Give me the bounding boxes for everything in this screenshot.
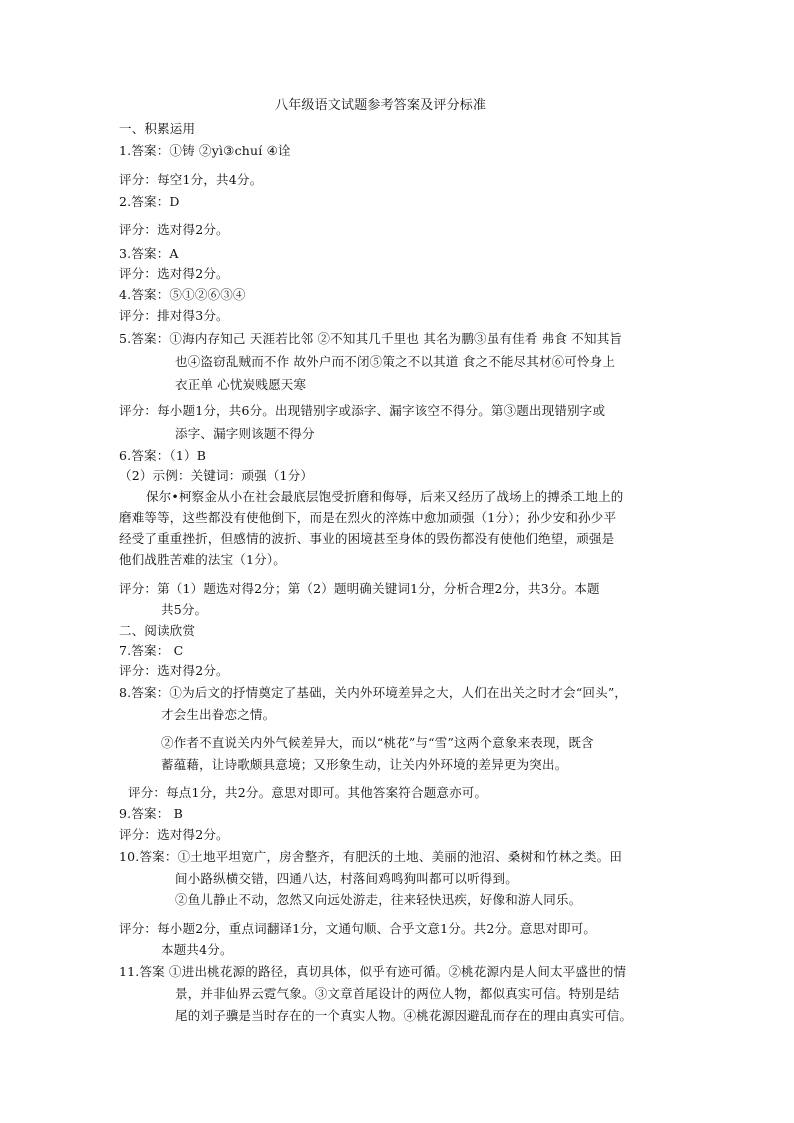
q10-answer-line-1: 10.答案：①土地平坦宽广，房舍整齐，有肥沃的土地、美丽的池沼、桑树和竹林之类。田	[119, 849, 623, 864]
q5-score-line-2: 添字、漏字则该题不得分	[175, 426, 315, 441]
q2-answer: 2.答案：D	[119, 194, 180, 209]
q8-answer-line-2: 才会生出眷恋之情。	[161, 707, 276, 722]
q11-answer-line-3: 尾的刘子骥是当时存在的一个真实人物。④桃花源因避乱而存在的理由真实可信。	[175, 1008, 633, 1023]
q9-score: 评分：选对得2分。	[119, 827, 229, 842]
q7-answer: 7.答案： C	[119, 643, 184, 658]
q5-answer-line-3: 衣正单 心忧炭贱愿天寒	[175, 377, 307, 392]
q6-para-line-1: 保尔•柯察金从小在社会最底层饱受折磨和侮辱，后来又经历了战场上的搏杀工地上的	[146, 489, 624, 504]
q4-score: 评分：排对得3分。	[119, 308, 229, 323]
q8-answer-line-4: 蓄蕴藉，让诗歌颇具意境；又形象生动，让关内外环境的差异更为突出。	[161, 757, 568, 772]
q6-answer: 6.答案：（1）B	[119, 448, 207, 463]
section-heading-1: 一、积累运用	[119, 121, 196, 136]
q5-answer-line-2: 也④盗窃乱贼而不作 故外户而不闭⑤策之不以其道 食之不能尽其材⑥可怜身上	[175, 354, 616, 369]
section-heading-2: 二、阅读欣赏	[119, 623, 196, 638]
q11-answer-line-1: 11.答案 ①进出桃花源的路径，真切具体，似乎有迹可循。②桃花源内是人间太平盛世的情	[119, 964, 627, 979]
page-title: 八年级语文试题参考答案及评分标准	[275, 98, 487, 113]
q6-para-line-4: 他们战胜苦难的法宝（1分）。	[119, 552, 287, 567]
q6-para-line-3: 经受了重重挫折，但感情的波折、事业的困境甚至身体的毁伤都没有使他们绝望，顽强是	[119, 531, 615, 546]
q8-score: 评分：每点1分，共2分。意思对即可。其他答案符合题意亦可。	[128, 785, 488, 800]
q8-answer-line-3: ②作者不直说关内外气候差异大，而以“桃花”与“雪”这两个意象来表现，既含	[161, 735, 594, 750]
q10-score-line-1: 评分：每小题2分，重点词翻译1分，文通句顺、合乎文意1分。共2分。意思对即可。	[119, 921, 597, 936]
q3-answer: 3.答案：A	[119, 246, 179, 261]
q10-score-line-2: 本题共4分。	[161, 942, 233, 957]
q9-answer: 9.答案： B	[119, 806, 183, 821]
q10-answer-line-2: 间小路纵横交错，四通八达，村落间鸡鸣狗叫都可以听得到。	[175, 871, 518, 886]
q6-para-line-2: 磨难等等，这些都没有使他倒下，而是在烈火的淬炼中愈加顽强（1分）；孙少安和孙少平	[119, 510, 617, 525]
q6-sub2: （2）示例：关键词：顽强（1分）	[119, 468, 314, 483]
q10-answer-line-3: ②鱼儿静止不动，忽然又向远处游走，往来轻快迅疾，好像和游人同乐。	[175, 892, 582, 907]
q5-score-line-1: 评分：每小题1分，共6分。出现错别字或添字、漏字该空不得分。第③题出现错别字或	[119, 403, 606, 418]
q8-answer-line-1: 8.答案：①为后文的抒情奠定了基础，关内外环境差异之大，人们在出关之时才会“回头”，	[119, 685, 628, 700]
q5-answer-line-1: 5.答案：①海内存知己 天涯若比邻 ②不知其几千里也 其名为鹏③虽有佳肴 弗食 不知其旨	[119, 331, 623, 346]
q2-score: 评分：选对得2分。	[119, 222, 229, 237]
q6-score-line-1: 评分：第（1）题选对得2分；第（2）题明确关键词1分，分析合理2分，共3分。本题	[119, 581, 600, 596]
q4-answer: 4.答案：⑤①②⑥③④	[119, 287, 246, 302]
q1-answer: 1.答案：①铸 ②yì③chuí ④诠	[119, 143, 291, 158]
q11-answer-line-2: 景，并非仙界云霓气象。③文章首尾设计的两位人物，都似真实可信。特别是结	[175, 986, 620, 1001]
q7-score: 评分：选对得2分。	[119, 663, 229, 678]
q1-score: 评分：每空1分，共4分。	[119, 172, 263, 187]
q6-score-line-2: 共5分。	[161, 602, 208, 617]
q3-score: 评分：选对得2分。	[119, 266, 229, 281]
